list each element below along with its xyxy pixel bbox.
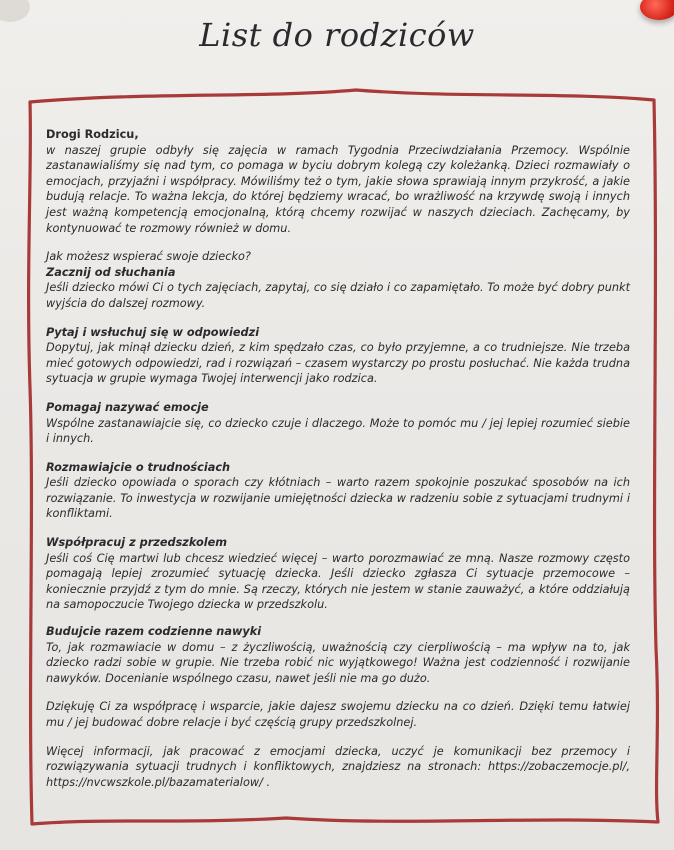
section-heading: Współpracuj z przedszkolem — [46, 536, 228, 550]
more-info-paragraph: Więcej informacji, jak pracować z emocjami dziecka, uczyć je komunikacji bez przemocy i rozwiązywania sytuacji trudnych i konfliktowych, znajdziesz na stronach: https://zobaczemocje.pl/, https://nvcwszkole.pl/bazamaterialow/ . — [46, 744, 630, 789]
section-heading: Zacznij od słuchania — [46, 265, 176, 279]
section-body: Jeśli coś Cię martwi lub chcesz wiedzieć więcej – warto porozmawiać ze mną. Nasze rozmowy często pomagają lepiej zrozumieć sytuację dziecka. Jeśli dziecko zgłasza Ci sytuacje przemocowe – koniecznie przyjdź z tym do mnie. Są rzeczy, których nie jestem w stanie zauważyć, a które oddziałują na samopoczucie Twojego dziecka w przedszkolu. — [46, 551, 630, 612]
intro-paragraph: w naszej grupie odbyły się zajęcia w ramach Tygodnia Przeciwdziałania Przemocy. Wspólnie zastanawialiśmy się nad tym, co pomaga w byciu dobrym kolegą czy koleżanką. Dzieci rozmawiały o emocjach, przyjaźni i współpracy. Mówiliśmy też o tym, jakie słowa sprawiają innym przykrość, a jakie budują relacje. To ważna lekcja, do której będziemy wracać, bo wrażliwość na krzywdę swoją i innych jest ważną kompetencją emocjonalną, którą chcemy rozwijać w naszych dzieciach. Zachęcamy, by kontynuować te rozmowy również w domu. — [46, 143, 630, 235]
thanks-paragraph: Dziękuję Ci za współpracę i wsparcie, jakie dajesz swojemu dziecku na co dzień. Dzięki temu łatwiej mu / jej budować dobre relacje i być częścią grupy przedszkolnej. — [46, 700, 630, 729]
section-body: Jeśli dziecko mówi Ci o tych zajęciach, zapytaj, co się działo i co zapamiętało. To może być dobry punkt wyjścia do dalszej rozmowy. — [46, 281, 630, 310]
section-body: To, jak rozmawiacie w domu – z życzliwością, uważnością czy cierpliwością – ma wpływ na to, jak dziecko radzi sobie w grupie. Nie trzeba robić nic wyjątkowego! Ważna jest codzienność i rozwijanie nawyków. Docenianie wspólnego czasu, nawet jeśli nie ma go dużo. — [46, 640, 630, 685]
support-question: Jak możesz wspierać swoje dziecko? — [46, 250, 251, 264]
section-body: Dopytuj, jak minął dziecku dzień, z kim spędzało czas, co było przyjemne, a co trudniejsze. Nie trzeba mieć gotowych odpowiedzi, rad i rozwiązań – czasem wystarczy po prostu posłuchać. Nie każda trudna sytuacja w grupie wymaga Twojej interwencji jako rodzica. — [46, 341, 630, 386]
section-body: Wspólne zastanawiajcie się, co dziecko czuje i dlaczego. Może to pomóc mu / jej lepiej rozumieć siebie i innych. — [46, 416, 630, 446]
section-heading: Budujcie razem codzienne nawyki — [46, 625, 262, 639]
section-heading: Rozmawiajcie o trudnościach — [46, 460, 231, 474]
page-title: List do rodziców — [199, 16, 475, 54]
greeting: Drogi Rodzicu, — [46, 128, 139, 141]
letter-body — [46, 127, 630, 790]
section-body: Jeśli dziecko opowiada o sporach czy kłótniach – warto razem spokojnie poszukać sposobów na ich rozwiązanie. To inwestycja w rozwijanie umiejętności dziecka w radzeniu sobie z sytuacjami trudnymi i konfliktami. — [46, 476, 630, 521]
section-heading: Pomagaj nazywać emocje — [46, 400, 209, 414]
section-heading: Pytaj i wsłuchuj się w odpowiedzi — [46, 325, 260, 339]
